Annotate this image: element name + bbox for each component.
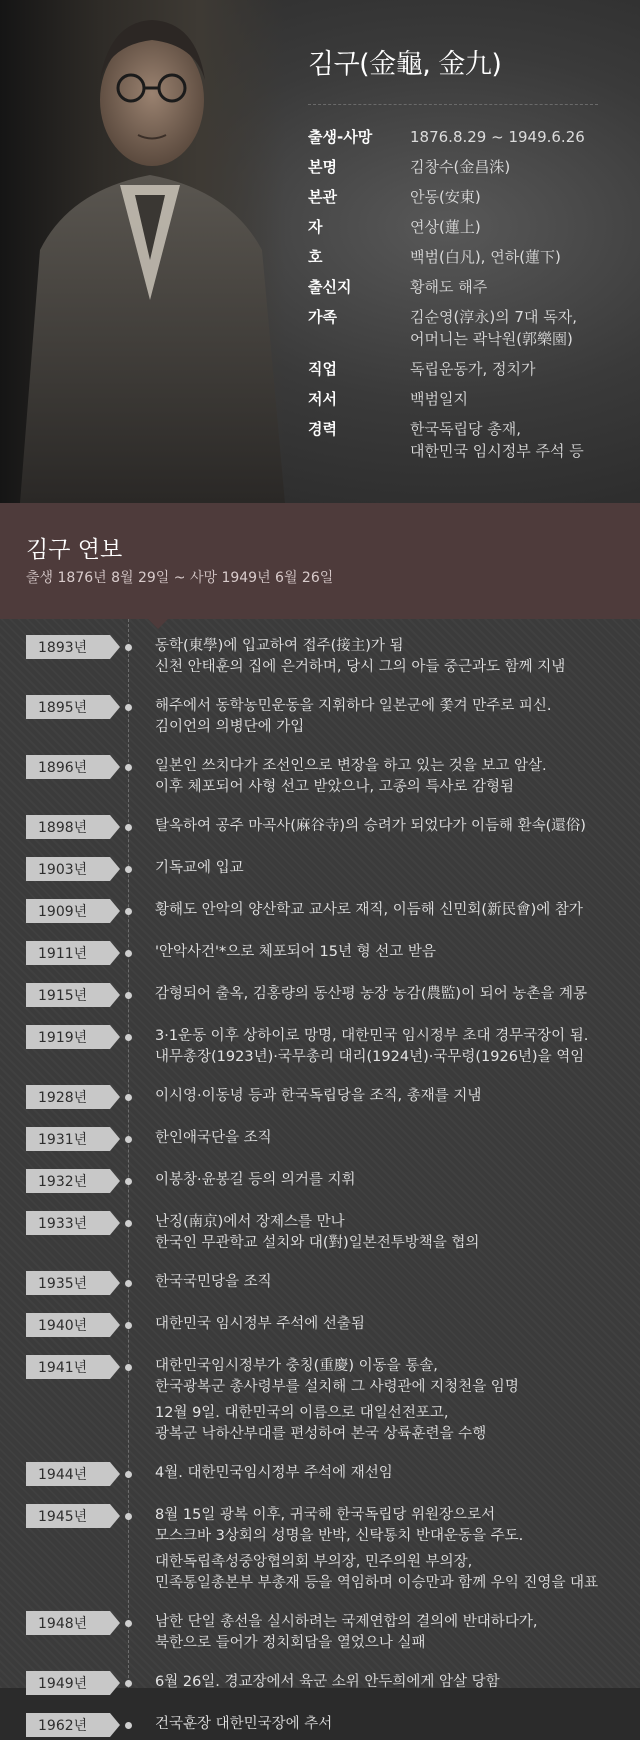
info-row-pen-name [308, 246, 628, 268]
timeline-entry [0, 692, 640, 740]
bullet-dot-icon [125, 764, 132, 771]
bullet-dot-icon [125, 1620, 132, 1627]
entry-description [155, 1612, 630, 1654]
info-label: 가족 [308, 308, 337, 326]
entry-description [155, 900, 630, 921]
portrait-image [0, 0, 285, 503]
year-badge: 1919년 [26, 1025, 110, 1049]
entry-description [155, 756, 630, 798]
bullet-dot-icon [125, 992, 132, 999]
info-value: 한국독립당 총재, 대한민국 임시정부 주석 등 [410, 420, 584, 460]
entry-paragraph: 한인애국단을 조직 [155, 1130, 272, 1146]
entry-paragraph: 대한독립촉성중앙협의회 부의장, 민주의원 부의장, 민족통일총본부 부총재 등을 역임하며 이승만과 함께 우익 진영을 대표 [155, 1554, 599, 1591]
entry-description [155, 1170, 630, 1191]
info-value: 김순영(淳永)의 7대 독자, 어머니는 곽낙원(郭樂園) [410, 308, 577, 348]
timeline-entry [0, 1166, 640, 1196]
info-label: 출생-사망 [308, 128, 373, 146]
entry-description [155, 1463, 630, 1484]
timeline-entry [0, 1268, 640, 1298]
info-row-real-name [308, 156, 628, 178]
entry-paragraph: 대한민국 임시정부 주석에 선출됨 [155, 1316, 365, 1332]
entry-paragraph: 8월 15일 광복 이후, 귀국해 한국독립당 위원장으로서 모스크바 3상회의 성명을 반박, 신탁통치 반대운동을 주도. [155, 1507, 524, 1544]
info-label: 호 [308, 248, 323, 266]
entry-description [155, 858, 630, 879]
year-badge: 1944년 [26, 1462, 110, 1486]
entry-paragraph: 6월 26일. 경교장에서 육군 소위 안두희에게 암살 당함 [155, 1674, 500, 1690]
info-value: 연상(蓮上) [410, 218, 481, 236]
bullet-dot-icon [125, 1178, 132, 1185]
entry-paragraph: 기독교에 입교 [155, 860, 244, 876]
entry-description [155, 816, 630, 837]
year-badge: 1962년 [26, 1713, 110, 1737]
year-badge: 1903년 [26, 857, 110, 881]
page-title: 김구(金龜, 金九) [308, 49, 502, 80]
info-row-courtesy-name [308, 216, 628, 238]
entry-description [155, 1314, 630, 1335]
profile-header [0, 0, 640, 503]
info-value: 백범(白凡), 연하(蓮下) [410, 248, 561, 266]
info-value: 안동(安東) [410, 188, 481, 206]
timeline-entry [0, 812, 640, 842]
info-value: 김창수(金昌洙) [410, 158, 511, 176]
info-value: 황해도 해주 [410, 278, 488, 296]
timeline [0, 619, 640, 1734]
info-value: 백범일지 [410, 390, 468, 408]
timeline-entry [0, 980, 640, 1010]
timeline-entry [0, 752, 640, 800]
year-badge: 1931년 [26, 1127, 110, 1151]
bullet-dot-icon [125, 1680, 132, 1687]
entry-paragraph: 4월. 대한민국임시정부 주석에 재선임 [155, 1465, 393, 1481]
year-badge: 1896년 [26, 755, 110, 779]
entry-paragraph: 3·1운동 이후 상하이로 망명, 대한민국 임시정부 초대 경무국장이 됨. 내무총장(1923년)·국무총리 대리(1924년)·국무령(1926년)을 역임 [155, 1028, 589, 1065]
year-badge: 1941년 [26, 1355, 110, 1379]
bullet-dot-icon [125, 704, 132, 711]
info-row-family [308, 306, 628, 350]
bullet-dot-icon [125, 1513, 132, 1520]
entry-paragraph: 건국훈장 대한민국장에 추서 [155, 1716, 333, 1732]
info-label: 경력 [308, 420, 337, 438]
info-value: 독립운동가, 정치가 [410, 360, 536, 378]
entry-paragraph: 황해도 안악의 양산학교 교사로 재직, 이듬해 신민회(新民會)에 참가 [155, 902, 583, 918]
timeline-entry [0, 854, 640, 884]
year-badge: 1895년 [26, 695, 110, 719]
entry-paragraph: 이봉창·윤봉길 등의 의거를 지휘 [155, 1172, 356, 1188]
entry-description [155, 942, 630, 963]
entry-description [155, 1272, 630, 1293]
year-badge: 1933년 [26, 1211, 110, 1235]
entry-paragraph: 감형되어 출옥, 김홍량의 동산평 농장 농감(農監)이 되어 농촌을 계몽 [155, 986, 587, 1002]
entry-description [155, 1026, 630, 1068]
bullet-dot-icon [125, 1471, 132, 1478]
entry-description [155, 1356, 630, 1445]
entry-description [155, 636, 630, 678]
info-label: 자 [308, 218, 323, 236]
timeline-entry [0, 632, 640, 680]
bullet-dot-icon [125, 644, 132, 651]
bullet-dot-icon [125, 824, 132, 831]
info-label: 저서 [308, 390, 337, 408]
year-badge: 1940년 [26, 1313, 110, 1337]
bullet-dot-icon [125, 908, 132, 915]
timeline-entry [0, 1082, 640, 1112]
bullet-dot-icon [125, 1220, 132, 1227]
bullet-dot-icon [125, 1034, 132, 1041]
entry-description [155, 1672, 630, 1693]
info-label: 본명 [308, 158, 337, 176]
year-badge: 1945년 [26, 1504, 110, 1528]
entry-paragraph: 대한민국임시정부가 충칭(重慶) 이동을 통솔, 한국광복군 총사령부를 설치해 그 사령관에 지청천을 임명 [155, 1358, 519, 1395]
year-badge: 1898년 [26, 815, 110, 839]
year-badge: 1909년 [26, 899, 110, 923]
year-badge: 1893년 [26, 635, 110, 659]
info-label: 본관 [308, 188, 337, 206]
info-value: 1876.8.29 ~ 1949.6.26 [410, 128, 585, 146]
info-row-clan [308, 186, 628, 208]
timeline-entry [0, 1710, 640, 1740]
bullet-dot-icon [125, 1322, 132, 1329]
bullet-dot-icon [125, 1280, 132, 1287]
timeline-entry [0, 1352, 640, 1447]
chronology-header [0, 503, 640, 619]
entry-paragraph: 동학(東學)에 입교하여 접주(接主)가 됨 신천 안태훈의 집에 은거하며, 당시 그의 아들 중근과도 함께 지냄 [155, 638, 566, 675]
timeline-entry [0, 1208, 640, 1256]
entry-paragraph: '안악사건'*으로 체포되어 15년 형 선고 받음 [155, 944, 436, 960]
year-badge: 1911년 [26, 941, 110, 965]
title-divider [308, 104, 598, 105]
chronology-subtitle: 출생 1876년 8월 29일 ~ 사망 1949년 6월 26일 [26, 570, 334, 586]
bullet-dot-icon [125, 866, 132, 873]
year-badge: 1928년 [26, 1085, 110, 1109]
entry-paragraph: 한국국민당을 조직 [155, 1274, 272, 1290]
timeline-entry [0, 938, 640, 968]
entry-paragraph: 남한 단일 총선을 실시하려는 국제연합의 결의에 반대하다가, 북한으로 들어가 정치회담을 열었으나 실패 [155, 1614, 538, 1651]
year-badge: 1949년 [26, 1671, 110, 1695]
year-badge: 1948년 [26, 1611, 110, 1635]
bullet-dot-icon [125, 1722, 132, 1729]
year-badge: 1915년 [26, 983, 110, 1007]
bullet-dot-icon [125, 1136, 132, 1143]
entry-description [155, 696, 630, 738]
info-label: 출신지 [308, 278, 352, 296]
entry-paragraph: 난징(南京)에서 장제스를 만나 한국인 무관학교 설치와 대(對)일본전투방책을 협의 [155, 1214, 480, 1251]
timeline-entry [0, 896, 640, 926]
bullet-dot-icon [125, 1094, 132, 1101]
timeline-entry [0, 1022, 640, 1070]
chronology-title: 김구 연보 [26, 537, 123, 563]
entry-description [155, 1212, 630, 1254]
entry-paragraph: 이시영·이동녕 등과 한국독립당을 조직, 총재를 지냄 [155, 1088, 482, 1104]
header-pointer-icon [148, 619, 168, 629]
entry-description [155, 1086, 630, 1107]
timeline-entry [0, 1310, 640, 1340]
info-row-works [308, 388, 628, 410]
year-badge: 1935년 [26, 1271, 110, 1295]
timeline-entry [0, 1459, 640, 1489]
entry-description [155, 984, 630, 1005]
profile-info [308, 126, 628, 470]
timeline-entry [0, 1124, 640, 1154]
info-label: 직업 [308, 360, 337, 378]
bullet-dot-icon [125, 950, 132, 957]
entry-paragraph: 해주에서 동학농민운동을 지휘하다 일본군에 쫓겨 만주로 피신. 김이언의 의병단에 가입 [155, 698, 552, 735]
entry-paragraph: 탈옥하여 공주 마곡사(麻谷寺)의 승려가 되었다가 이듬해 환속(還俗) [155, 818, 586, 834]
bullet-dot-icon [125, 1364, 132, 1371]
info-row-occupation [308, 358, 628, 380]
entry-paragraph: 12월 9일. 대한민국의 이름으로 대일선전포고, 광복군 낙하산부대를 편성하여 본국 상륙훈련을 수행 [155, 1405, 487, 1442]
year-badge: 1932년 [26, 1169, 110, 1193]
entry-description [155, 1714, 630, 1735]
timeline-entry [0, 1668, 640, 1698]
entry-description [155, 1505, 630, 1594]
timeline-entry [0, 1608, 640, 1656]
timeline-entry [0, 1501, 640, 1596]
info-row-career [308, 418, 628, 462]
entry-description [155, 1128, 630, 1149]
entry-paragraph: 일본인 쓰치다가 조선인으로 변장을 하고 있는 것을 보고 암살. 이후 체포되어 사형 선고 받았으나, 고종의 특사로 감형됨 [155, 758, 547, 795]
info-row-birth-death [308, 126, 628, 148]
info-row-birthplace [308, 276, 628, 298]
